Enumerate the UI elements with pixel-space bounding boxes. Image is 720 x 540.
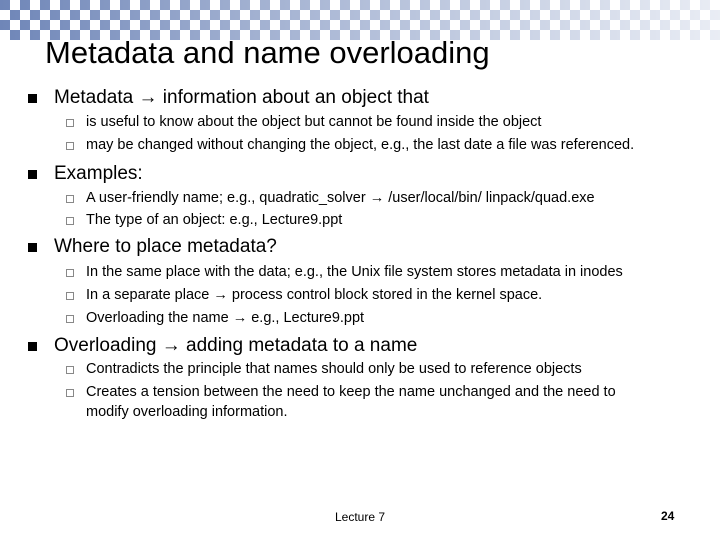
sub-bullet: Overloading the name → e.g., Lecture9.ppt [86, 310, 365, 326]
sub-bullet: is useful to know about the object but cannot be found inside the object [86, 114, 542, 130]
bullet-square-icon [28, 243, 37, 252]
sub-bullet-box-icon [66, 292, 74, 300]
sub-bullet-box-icon [66, 366, 74, 374]
sub-bullet: Contradicts the principle that names should only be used to reference objects [86, 361, 582, 377]
sub-bullet-box-icon [66, 195, 74, 203]
sub-bullet: may be changed without changing the object, e.g., the last date a file was referenced. [86, 137, 635, 153]
bullet-where: Where to place metadata? [54, 236, 277, 257]
bullet-square-icon [28, 342, 37, 351]
sub-bullet-box-icon [66, 119, 74, 127]
sub-bullet-box-icon [66, 389, 74, 397]
sub-bullet-continuation: modify overloading information. [86, 404, 288, 420]
page-number: 24 [661, 509, 675, 523]
bullet-overloading: Overloading → adding metadata to a name [54, 335, 418, 356]
sub-bullet-box-icon [66, 217, 74, 225]
bullet-square-icon [28, 170, 37, 179]
sub-bullet: Creates a tension between the need to keep the name unchanged and the need to [86, 384, 616, 400]
sub-bullet: In the same place with the data; e.g., the Unix file system stores metadata in inodes [86, 264, 623, 280]
sub-bullet: The type of an object: e.g., Lecture9.ppt [86, 212, 343, 228]
slide-title: Metadata and name overloading [45, 35, 490, 70]
bullet-examples: Examples: [54, 163, 143, 184]
sub-bullet-box-icon [66, 142, 74, 150]
sub-bullet-box-icon [66, 315, 74, 323]
bullet-square-icon [28, 94, 37, 103]
sub-bullet: A user-friendly name; e.g., quadratic_solver → /user/local/bin/ linpack/quad.exe [86, 190, 595, 206]
footer-label: Lecture 7 [335, 510, 386, 524]
sub-bullet: In a separate place → process control block stored in the kernel space. [86, 287, 543, 303]
bullet-metadata: Metadata → information about an object that [54, 87, 429, 108]
sub-bullet-box-icon [66, 269, 74, 277]
